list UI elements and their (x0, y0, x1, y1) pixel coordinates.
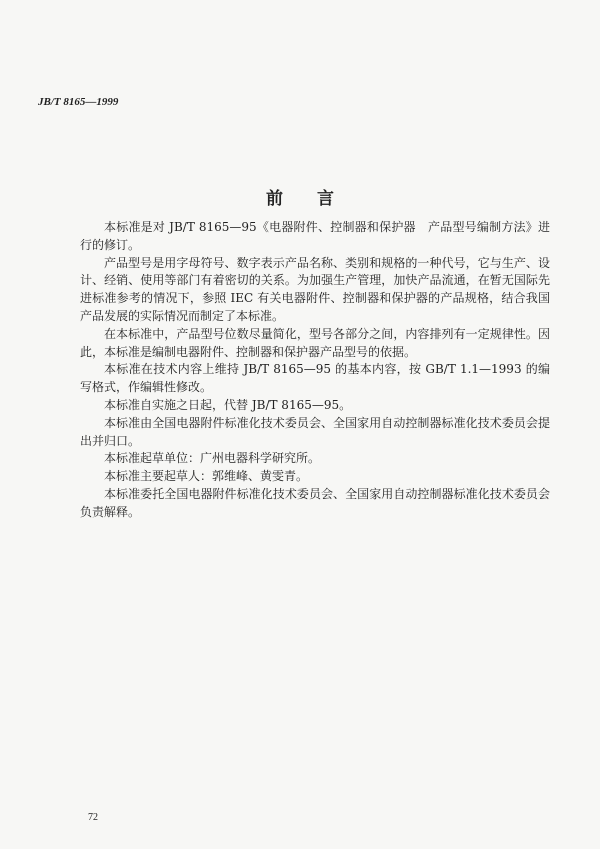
paragraph: 本标准是对 JB/T 8165—95《电器附件、控制器和保护器 产品型号编制方法》进行的修订。 (80, 220, 550, 252)
page-title: 前 言 (266, 189, 348, 209)
standard-code-header: JB/T 8165—1999 (38, 96, 119, 108)
paragraph: 本标准由全国电器附件标准化技术委员会、全国家用自动控制器标准化技术委员会提出并归口。 (80, 415, 550, 448)
paragraph: 本标准自实施之日起，代替 JB/T 8165—95。 (104, 397, 352, 412)
paragraph: 本标准委托全国电器附件标准化技术委员会、全国家用自动控制器标准化技术委员会负责解释。 (80, 486, 550, 519)
paragraph: 在本标准中，产品型号位数尽量简化，型号各部分之间，内容排列有一定规律性。因此，本标准是编制电器附件、控制器和保护器产品型号的依据。 (80, 326, 550, 359)
paragraph: 本标准主要起草人：郭维峰、黄雯青。 (104, 469, 309, 484)
paragraph: 本标准在技术内容上维持 JB/T 8165—95 的基本内容，按 GB/T 1.1—1993 的编写格式，作编辑性修改。 (80, 362, 550, 395)
page-number: 72 (88, 812, 98, 823)
paragraph: 本标准起草单位：广州电器科学研究所。 (104, 451, 321, 466)
foreword-body (80, 219, 550, 522)
paragraph: 产品型号是用字母符号、数字表示产品名称、类别和规格的一种代号，它与生产、设计、经销、使用等部门有着密切的关系。为加强生产管理，加快产品流通，在暂无国际先进标准参考的情况下，参照 IEC 有关电器附件、控制器和保护器的产品规格，结合我国产品发展的实际情况而制定了本标准。 (80, 255, 550, 323)
